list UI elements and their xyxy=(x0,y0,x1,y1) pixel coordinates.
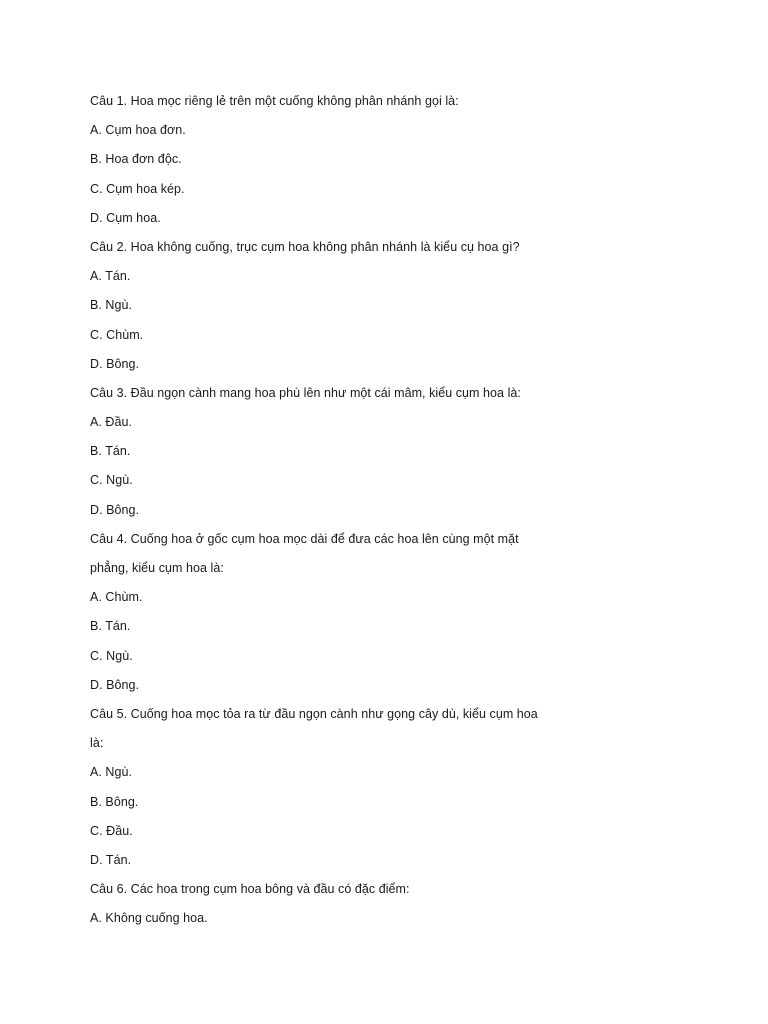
question-3-option-d: D. Bông. xyxy=(90,502,140,517)
question-5-text-continued: là: xyxy=(90,736,104,751)
question-1-text: Câu 1. Hoa mọc riêng lẻ trên một cuống không phân nhánh gọi là: xyxy=(90,94,459,108)
document-text xyxy=(90,91,540,937)
question-6-text: Câu 6. Các hoa trong cụm hoa bông và đầu có đặc điểm: xyxy=(90,882,410,897)
question-1-option-a: A. Cụm hoa đơn. xyxy=(90,123,186,138)
question-3-text: Câu 3. Đầu ngọn cành mang hoa phù lên như một cái mâm, kiểu cụm hoa là: xyxy=(90,385,521,400)
question-5-option-d: D. Tán. xyxy=(90,852,132,867)
question-5-option-a: A. Ngù. xyxy=(90,765,133,780)
question-2-option-c: C. Chùm. xyxy=(90,327,144,342)
question-1-option-c: C. Cụm hoa kép. xyxy=(90,181,185,196)
question-2-option-d: D. Bông. xyxy=(90,356,140,371)
question-3-option-b: B. Tán. xyxy=(90,444,131,459)
question-2-option-a: A. Tán. xyxy=(90,269,131,284)
question-1-option-d: D. Cụm hoa. xyxy=(90,210,161,225)
question-5-option-b: B. Bông. xyxy=(90,794,139,809)
question-6-option-a: A. Không cuống hoa. xyxy=(90,911,208,926)
question-3-option-c: C. Ngù. xyxy=(90,473,133,488)
question-4-option-d: D. Bông. xyxy=(90,677,140,692)
question-3-option-a: A. Đầu. xyxy=(90,415,133,430)
question-4-option-c: C. Ngù. xyxy=(90,648,133,663)
question-5-text: Câu 5. Cuống hoa mọc tỏa ra từ đầu ngọn cành như gọng cây dù, kiểu cụm hoa xyxy=(90,706,538,721)
question-2-text: Câu 2. Hoa không cuống, trục cụm hoa không phân nhánh là kiểu cụ hoa gì? xyxy=(90,239,520,254)
question-1-option-b: B. Hoa đơn độc. xyxy=(90,152,182,167)
question-4-text-continued: phẳng, kiểu cụm hoa là: xyxy=(90,561,224,575)
question-4-option-a: A. Chùm. xyxy=(90,590,143,605)
question-4-option-b: B. Tán. xyxy=(90,619,131,634)
question-4-text: Câu 4. Cuống hoa ở gốc cụm hoa mọc dài để đưa các hoa lên cùng một mặt xyxy=(90,531,519,546)
question-2-option-b: B. Ngù. xyxy=(90,298,133,313)
question-5-option-c: C. Đầu. xyxy=(90,823,133,838)
